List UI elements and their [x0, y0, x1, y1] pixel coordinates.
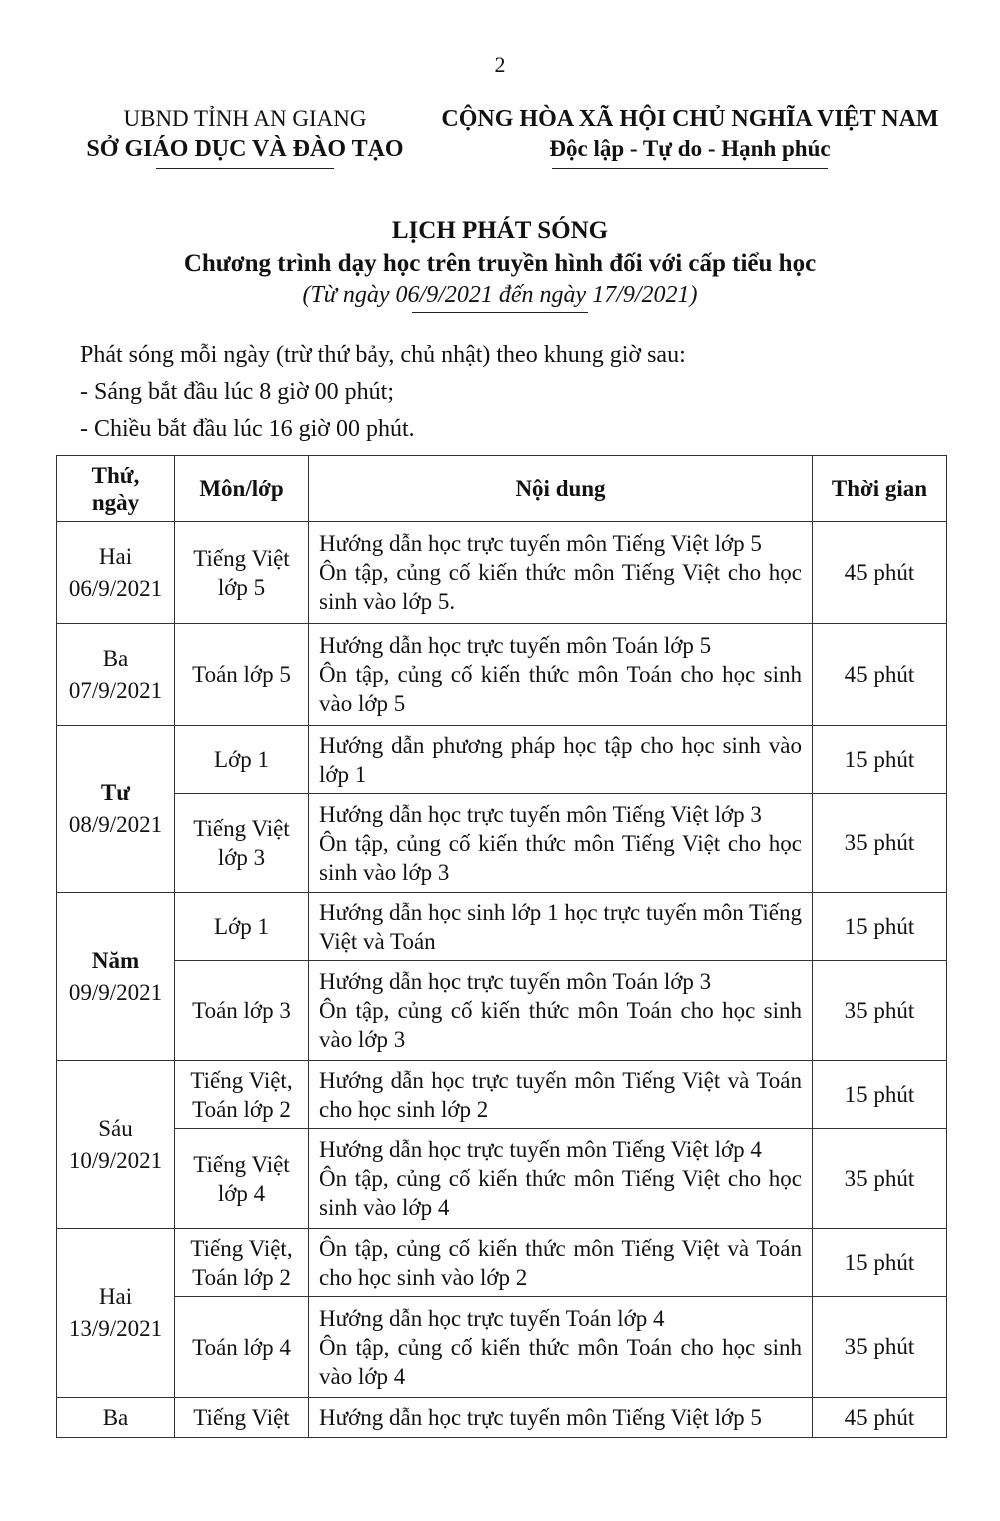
content-cell: [309, 961, 813, 1061]
weekday-label: Tư: [100, 780, 131, 805]
nation-line1: CỘNG HÒA XÃ HỘI CHỦ NGHĨA VIỆT NAM: [441, 106, 939, 132]
content-cell: [309, 893, 813, 961]
table-row: [57, 893, 947, 961]
table-row: [57, 961, 947, 1061]
intro-line-morning: - Sáng bắt đầu lúc 8 giờ 00 phút;: [80, 379, 394, 405]
content-cell: [309, 1061, 813, 1129]
subject-line: Tiếng Việt: [193, 545, 290, 571]
date-label: 07/9/2021: [68, 677, 163, 703]
content-line: Ôn tập, củng cố kiến thức môn Toán cho học sinh vào lớp 3: [319, 998, 802, 1052]
header-subject: Môn/lớp: [175, 456, 309, 522]
content-line: Ôn tập, củng cố kiến thức môn Tiếng Việt cho học sinh vào lớp 4: [319, 1166, 802, 1220]
duration-cell: 15 phút: [813, 1229, 947, 1297]
duration-cell: 45 phút: [813, 624, 947, 726]
content-line: Ôn tập, củng cố kiến thức môn Tiếng Việt cho học sinh vào lớp 5.: [319, 560, 802, 614]
subject-line: Toán lớp 2: [192, 1096, 291, 1122]
duration-cell: 35 phút: [813, 794, 947, 893]
subject-cell: [175, 893, 309, 961]
content-cell: [309, 522, 813, 624]
subject-cell: [175, 624, 309, 726]
date-label: 06/9/2021: [68, 575, 163, 601]
page-number: 2: [494, 52, 506, 77]
content-cell: [309, 624, 813, 726]
day-cell: [57, 893, 175, 1061]
content-line: Hướng dẫn phương pháp học tập cho học sinh vào lớp 1: [319, 732, 802, 787]
content-cell: [309, 1229, 813, 1297]
table-row: [57, 1398, 947, 1438]
subject-line: Toán lớp 5: [192, 662, 291, 687]
content-line: Ôn tập, củng cố kiến thức môn Tiếng Việt và Toán cho học sinh vào lớp 2: [319, 1235, 802, 1290]
subject-line: Tiếng Việt,: [190, 1067, 293, 1093]
title-underline: [412, 312, 588, 313]
document-period: (Từ ngày 06/9/2021 đến ngày 17/9/2021): [302, 282, 698, 308]
content-line: Hướng dẫn học trực tuyến Toán lớp 4: [319, 1305, 665, 1331]
subject-line: Tiếng Việt,: [190, 1235, 293, 1261]
nation-underline: [552, 168, 828, 169]
document-title: LỊCH PHÁT SÓNG: [391, 217, 609, 244]
table-row: [57, 1297, 947, 1398]
duration-cell: 45 phút: [813, 1398, 947, 1438]
subject-line: Tiếng Việt: [193, 1151, 290, 1177]
weekday-label: Hai: [98, 1284, 133, 1309]
content-line: Hướng dẫn học trực tuyến môn Tiếng Việt và Toán cho học sinh lớp 2: [319, 1067, 802, 1122]
duration-cell: 35 phút: [813, 961, 947, 1061]
weekday-label: Hai: [98, 543, 133, 569]
subject-cell: [175, 1061, 309, 1129]
schedule-body: [57, 522, 947, 1438]
subject-line: Toán lớp 4: [192, 1334, 291, 1360]
nation-motto: Độc lập - Tự do - Hạnh phúc: [549, 136, 831, 161]
duration-cell: 15 phút: [813, 893, 947, 961]
day-cell: [57, 1398, 175, 1438]
subject-cell: [175, 1129, 309, 1229]
nation-header: [420, 104, 960, 169]
content-line: Hướng dẫn học trực tuyến môn Toán lớp 3: [319, 969, 712, 994]
content-line: Hướng dẫn học trực tuyến môn Tiếng Việt lớp 5: [319, 1405, 762, 1430]
subject-line: lớp 3: [217, 845, 266, 870]
duration-cell: 15 phút: [813, 1061, 947, 1129]
date-label: 09/9/2021: [68, 979, 163, 1005]
subject-cell: [175, 1398, 309, 1438]
table-row: [57, 1129, 947, 1229]
document-subtitle: Chương trình dạy học trên truyền hình đối với cấp tiểu học: [183, 250, 817, 277]
content-cell: [309, 726, 813, 794]
agency-line2: SỞ GIÁO DỤC VÀ ĐÀO TẠO: [86, 136, 404, 162]
content-line: Ôn tập, củng cố kiến thức môn Tiếng Việt cho học sinh vào lớp 3: [319, 830, 802, 885]
content-line: Hướng dẫn học sinh lớp 1 học trực tuyến môn Tiếng Việt và Toán: [319, 899, 802, 954]
table-row: [57, 522, 947, 624]
content-cell: [309, 1297, 813, 1398]
date-label: 13/9/2021: [68, 1316, 163, 1341]
date-label: 08/9/2021: [68, 812, 163, 837]
subject-line: Toán lớp 2: [192, 1264, 291, 1290]
day-cell: [57, 522, 175, 624]
subject-cell: [175, 961, 309, 1061]
subject-line: Tiếng Việt: [193, 816, 290, 841]
content-line: Hướng dẫn học trực tuyến môn Tiếng Việt lớp 4: [319, 1137, 762, 1162]
day-cell: [57, 726, 175, 893]
weekday-label: Ba: [102, 645, 129, 671]
subject-line: lớp 5: [217, 574, 266, 600]
content-cell: [309, 1129, 813, 1229]
duration-cell: 35 phút: [813, 1129, 947, 1229]
content-line: Ôn tập, củng cố kiến thức môn Toán cho học sinh vào lớp 5: [319, 662, 802, 716]
schedule-table: [56, 455, 947, 1438]
title-block: [0, 214, 1000, 313]
subject-cell: [175, 726, 309, 794]
day-cell: [57, 1061, 175, 1229]
subject-line: Tiếng Việt: [193, 1405, 290, 1430]
intro-line-afternoon: - Chiều bắt đầu lúc 16 giờ 00 phút.: [80, 416, 415, 442]
agency-underline: [156, 168, 334, 169]
content-line: Ôn tập, củng cố kiến thức môn Toán cho học sinh vào lớp 4: [319, 1334, 802, 1389]
agency-header: [60, 104, 430, 169]
duration-cell: 45 phút: [813, 522, 947, 624]
content-line: Hướng dẫn học trực tuyến môn Tiếng Việt lớp 5: [319, 531, 762, 556]
content-cell: [309, 1398, 813, 1438]
weekday-label: Sáu: [98, 1115, 133, 1141]
subject-line: lớp 4: [217, 1180, 266, 1206]
table-header-row: [57, 456, 947, 522]
intro-line: Phát sóng mỗi ngày (trừ thứ bảy, chủ nhật) theo khung giờ sau:: [80, 342, 686, 368]
table-row: [57, 624, 947, 726]
date-label: 10/9/2021: [68, 1147, 163, 1173]
subject-line: Toán lớp 3: [192, 998, 291, 1023]
table-row: [57, 1229, 947, 1297]
subject-cell: [175, 794, 309, 893]
content-line: Hướng dẫn học trực tuyến môn Toán lớp 5: [319, 633, 712, 658]
duration-cell: 35 phút: [813, 1297, 947, 1398]
day-cell: [57, 1229, 175, 1398]
table-row: [57, 726, 947, 794]
content-cell: [309, 794, 813, 893]
subject-line: Lớp 1: [214, 914, 269, 939]
subject-cell: [175, 522, 309, 624]
header-day-line2: ngày: [91, 489, 140, 515]
day-cell: [57, 624, 175, 726]
intro-text: [80, 337, 940, 448]
agency-line1: UBND TỈNH AN GIANG: [123, 106, 367, 131]
subject-cell: [175, 1229, 309, 1297]
header-content: Nội dung: [309, 456, 813, 522]
content-line: Hướng dẫn học trực tuyến môn Tiếng Việt lớp 3: [319, 801, 762, 827]
subject-line: Lớp 1: [214, 747, 269, 772]
weekday-label: Ba: [102, 1404, 129, 1430]
header-day-line1: Thứ,: [91, 462, 140, 488]
weekday-label: Năm: [91, 947, 140, 973]
header-day: [57, 456, 175, 522]
duration-cell: 15 phút: [813, 726, 947, 794]
table-row: [57, 1061, 947, 1129]
table-row: [57, 794, 947, 893]
header-time: Thời gian: [813, 456, 947, 522]
subject-cell: [175, 1297, 309, 1398]
